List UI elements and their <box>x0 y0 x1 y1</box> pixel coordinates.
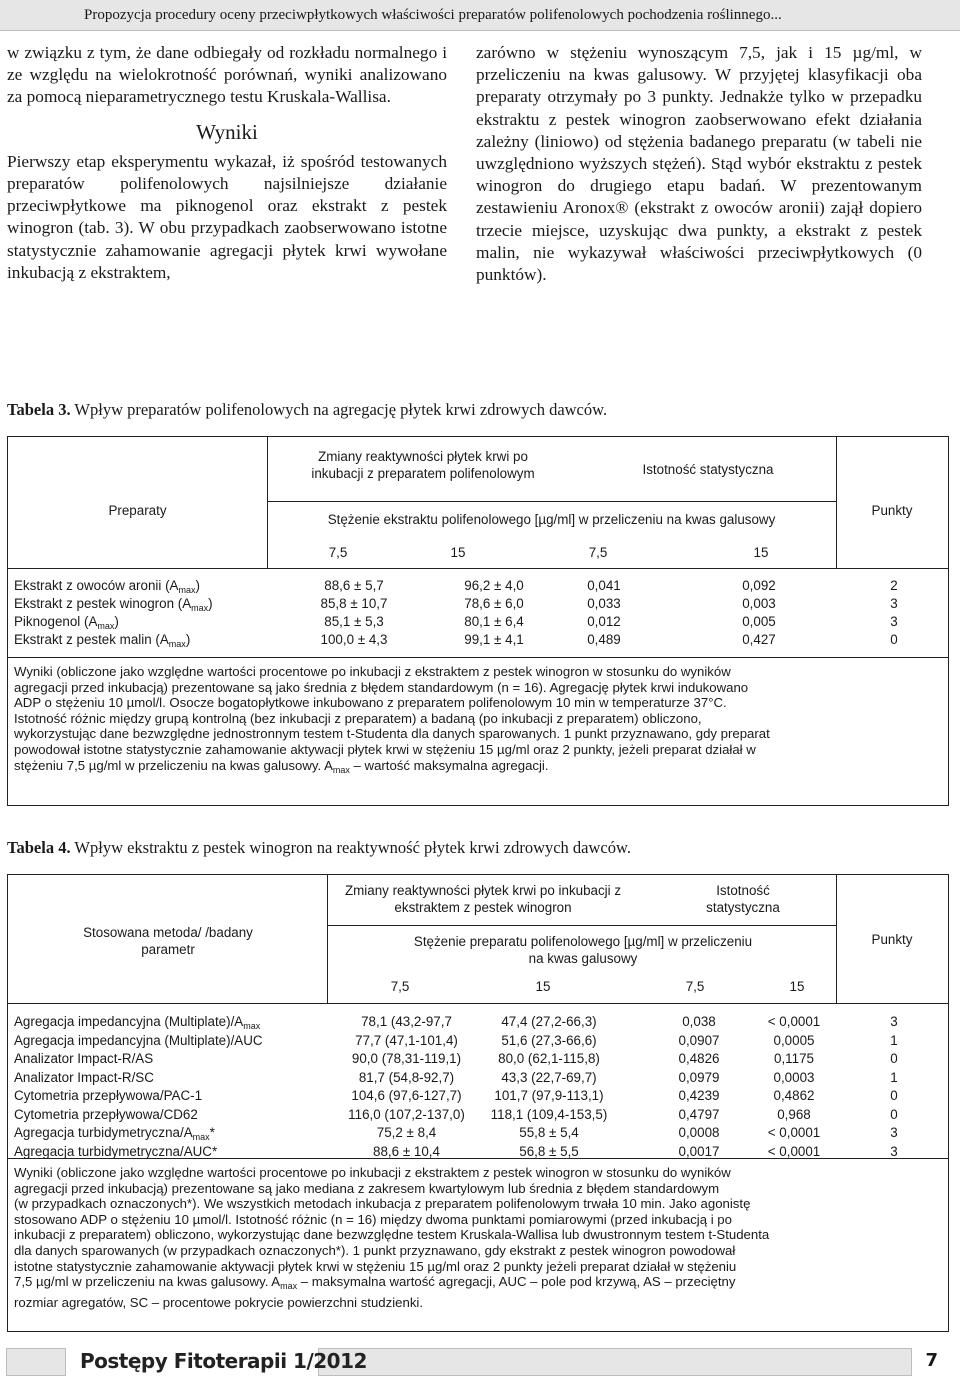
table4-conc-2: 15 <box>535 979 551 994</box>
table4-conc-3: 7,5 <box>685 979 705 994</box>
table-row <box>14 1069 944 1087</box>
note-line: inkubacji z preparatem) obliczono, wykorzystując dane bezwzględne testem Kruskala-Wallisa lub dwustronnym testem t-Studenta <box>14 1227 770 1243</box>
table4-row-name: Analizator Impact-R/AS <box>14 1051 154 1066</box>
note-line: Istotność różnic między grupą kontrolną (bez inkubacji z preparatem) a badaną (po inkubacji z preparatem) obliczono, <box>14 710 702 726</box>
table3-cell: 0,012 <box>587 614 621 629</box>
table3-header-zmiany: Zmiany reaktywności płytek krwi po inkubacji z preparatem polifenolowym <box>311 449 535 481</box>
table4-row-name: Cytometria przepływowa/PAC-1 <box>14 1088 203 1103</box>
table3-cell: 80,1 ± 6,4 <box>464 614 524 629</box>
table4-cell: 0 <box>890 1088 898 1103</box>
table3-header-punkty: Punkty <box>871 503 913 518</box>
table4-cell: 51,6 (27,3-66,6) <box>501 1032 597 1048</box>
table4-cell: 90,0 (78,31-119,1) <box>351 1051 462 1066</box>
note-line: stosowano ADP o stężeniu 10 µmol/l. Istotność różnic (n = 16) między dwoma punktami pomiarowymi (przed inkubacją i po <box>14 1211 732 1227</box>
table3-cell: 3 <box>890 596 898 611</box>
table3-cell: 0,041 <box>587 578 621 593</box>
right-column <box>476 42 922 286</box>
table4-cell: 104,6 (97,6-127,7) <box>351 1088 462 1103</box>
table4-cell: 0,4862 <box>773 1088 815 1103</box>
table-row <box>14 1013 944 1031</box>
table-row <box>14 577 944 595</box>
table4-row-name: Agregacja turbidymetryczna/$A_{max}*$ <box>14 1125 215 1142</box>
table4-row-name: Analizator Impact-R/SC <box>14 1069 154 1085</box>
section-heading-results: Wyniki <box>196 119 258 144</box>
page-number: 7 <box>925 1350 938 1371</box>
table3-conc-1: 7,5 <box>328 545 348 560</box>
note-line: dla danych sparowanych (w przypadkach oznaczonych*). 1 punkt przyznawano, gdy ekstrakt z pestek winogron powodował <box>14 1242 736 1258</box>
table-row <box>14 1106 944 1124</box>
note-line: istotne statystycznie zahamowanie aktywacji płytek krwi w stężeniu 15 µg/ml oraz 2 punkty jeżeli preparat działał w stężeniu <box>14 1258 737 1274</box>
table-row <box>14 1143 944 1161</box>
table4-cell: 101,7 (97,9-113,1) <box>494 1088 604 1103</box>
methods-paragraph-end: w związku z tym, że dane odbiegały od rozkładu normalnego i ze względu na wielokrotność porównań, wyniki analizowano za pomocą nieparametrycznego testu Kruskala-Wallisa. <box>7 43 447 107</box>
table4-header-punkty: Punkty <box>871 932 913 947</box>
table4-conc-1: 7,5 <box>390 979 410 994</box>
table3-row-name: Ekstrakt z pestek malin $(A_{max})$ <box>14 632 191 649</box>
table4-cell: 55,8 ± 5,4 <box>519 1125 579 1140</box>
table3-cell: 96,2 ± 4,0 <box>464 578 524 593</box>
note-line: (w przypadkach oznaczonych*). We wszystkich metodach inkubacja z preparatem polifenolowym trwała 10 min. Jako agonistę <box>14 1196 751 1212</box>
running-header: Propozycja procedury oceny przeciwpłytkowych właściwości preparatów polifenolowych pochodzenia roślinnego... <box>0 0 960 31</box>
note-line: Wyniki (obliczone jako względne wartości procentowe po inkubacji z ekstraktem z pestek winogron w stosunku do wyników <box>14 664 731 679</box>
table3-header-preparaty: Preparaty <box>108 503 167 518</box>
table4-row-name: Agregacja impedancyjna $(Multiplate)/A_{max}$ <box>14 1014 261 1031</box>
table4-cell: 47,4 (27,2-66,3) <box>501 1014 597 1029</box>
table3-conc-3: 7,5 <box>588 545 608 560</box>
table4-cell: 0,4239 <box>678 1088 720 1103</box>
table4-cell: 0,4797 <box>678 1106 720 1122</box>
table4-header-stezenie: Stężenie preparatu polifenolowego [µg/ml] w przeliczeniu na kwas galusowy <box>413 934 753 966</box>
table4-cell: 0,0017 <box>678 1143 720 1159</box>
table3-cell: 0,005 <box>742 614 776 629</box>
note-line: Wyniki (obliczone jako względne wartości procentowe po inkubacji z ekstraktem z pestek winogron w stosunku do wyników <box>14 1165 731 1180</box>
table3-cell: 0,092 <box>742 578 776 593</box>
table3-cell: 0 <box>890 632 898 647</box>
note-line: powodował istotne statystycznie zahamowanie aktywacji płytek krwi w stężeniu 15 µg/ml oraz 2 punkty, jeżeli preparat działał w <box>14 741 756 757</box>
table4-cell: 56,8 ± 5,5 <box>519 1143 579 1159</box>
table4-label: Tabela 4. <box>7 838 71 857</box>
table3-cell: 85,8 ± 10,7 <box>320 596 388 611</box>
table3-row-name: Piknogenol $(A_{max})$ <box>14 614 119 631</box>
note-line: ADP o stężeniu 10 µmol/l. Osocze bogatopłytkowe inkubowano z preparatem polifenolowym 10 min w temperaturze 37°C. <box>14 695 727 711</box>
table4-cell: 43,3 (22,7-69,7) <box>501 1069 597 1085</box>
table3-cell: 3 <box>890 614 898 629</box>
table4-header-istotnosc: Istotność statystyczna <box>706 883 780 915</box>
table4-cell: 0,1175 <box>774 1051 814 1066</box>
table4-cell: 77,7 (47,1-101,4) <box>355 1032 458 1048</box>
table4-cell: 0 <box>890 1106 898 1122</box>
table3-conc-4: 15 <box>753 545 769 560</box>
table4-cell: 75,2 ± 8,4 <box>376 1125 437 1140</box>
table4-title: Wpływ ekstraktu z pestek winogron na reaktywność płytek krwi zdrowych dawców. <box>74 838 631 857</box>
table4-row-name: Agregacja impedancyjna (Multiplate)/AUC <box>14 1032 263 1048</box>
table4-cell: < 0,0001 <box>767 1143 821 1159</box>
table4-header-metoda: Stosowana metoda/ /badany parametr <box>83 925 253 957</box>
note-line: agregacji przed inkubacją) prezentowane są jako średnia z błędem standardowym (n = 16). Agregację płytek krwi indukowano <box>14 679 749 695</box>
table3-note <box>14 664 939 778</box>
note-line: 7,5 µg/ml w przeliczeniu na kwas galusowy. $A_{max}$ – maksymalna wartość agregacji, AUC – pole pod krzywą, AS – przeciętny <box>14 1274 736 1292</box>
table4-cell: < 0,0001 <box>767 1014 821 1029</box>
table3-row-name: Ekstrakt z owoców aronii $(A_{max})$ <box>14 578 200 595</box>
table3-cell: 100,0 ± 4,3 <box>320 632 388 647</box>
note-line: wykorzystując dane bezwzględne jednostronnym testem t-Studenta dla danych sparowanych. 1 punkt przyznawano, gdy preparat <box>14 726 770 742</box>
table4-row-name: Cytometria przepływowa/CD62 <box>14 1106 198 1122</box>
results-paragraph-continued: zarówno w stężeniu wynoszącym 7,5, jak i 15 µg/ml, w przeliczeniu na kwas galusowy. W przyjętej klasyfikacji oba preparaty otrzymały po 3 punkty. Jednakże tylko w przepadku ekstraktu z pestek winogron zaobserwowano efekt działania zależny (liniowo) od stężenia badanego preparatu (w tabeli nie uwzględniono wyższych stężeń). Stąd wybór ekstraktu z pestek winogron do drugiego etapu badań. W prezentowanym zestawieniu Aronox® (ekstrakt z owoców aronii) zajął dopiero trzecie miejsce, uzyskując dwa punkty, a ekstrakt z pestek malin, nie wykazywał właściwości przeciwpłytkowych (0 punktów). <box>476 43 922 285</box>
results-paragraph: Pierwszy etap eksperymentu wykazał, iż spośród testowanych preparatów polifenolowych najsilniejsze działanie przeciwpłytkowe ma piknogenol oraz ekstrakt z pestek winogron (tab. 3). W obu przypadkach zaobserwowano istotne statystycznie zahamowanie agregacji płytek krwi wywołane inkubacją z ekstraktem, <box>7 151 447 282</box>
page-footer <box>0 1344 960 1377</box>
table3-cell: 0,033 <box>587 596 621 611</box>
table3-header-istotnosc: Istotność statystyczna <box>642 462 774 477</box>
table4-caption <box>7 838 947 858</box>
table3-title: Wpływ preparatów polifenolowych na agregację płytek krwi zdrowych dawców. <box>74 400 608 419</box>
table4-cell: 3 <box>890 1125 898 1140</box>
table3-label: Tabela 3. <box>7 400 71 419</box>
table4-cell: 1 <box>890 1069 898 1085</box>
table-row <box>14 1032 944 1050</box>
journal-name: Postępy Fitoterapii 1/2012 <box>80 1349 367 1373</box>
table4-cell: 80,0 (62,1-115,8) <box>498 1051 600 1066</box>
table-row <box>14 595 944 613</box>
table3-cell: 0,003 <box>742 596 776 611</box>
table4-cell: 88,6 ± 10,4 <box>373 1143 440 1159</box>
table-row <box>14 1087 944 1105</box>
table4-cell: 1 <box>890 1032 898 1048</box>
table3-header-stezenie: Stężenie ekstraktu polifenolowego [µg/ml] w przeliczeniu na kwas galusowy <box>327 512 776 527</box>
note-line: stężeniu 7,5 µg/ml w przeliczeniu na kwas galusowy. $A_{max}$ – wartość maksymalna agregacji. <box>14 757 549 775</box>
footer-bar-right <box>318 1348 912 1376</box>
table3-cell: 85,1 ± 5,3 <box>324 614 384 629</box>
table3-cell: 0,489 <box>587 632 621 647</box>
table3-conc-2: 15 <box>450 545 466 560</box>
table-row <box>14 1050 944 1068</box>
table4-cell: 0 <box>890 1051 898 1066</box>
table4 <box>7 874 949 1332</box>
table3-cell: 78,6 ± 6,0 <box>464 596 524 611</box>
table3-cell: 2 <box>890 578 898 593</box>
table4-cell: 0,0005 <box>773 1032 815 1048</box>
table-row <box>14 1124 944 1142</box>
table4-header-zmiany: Zmiany reaktywności płytek krwi po inkubacji z ekstraktem z pestek winogron <box>344 883 622 915</box>
table4-cell: 0,4826 <box>678 1051 720 1066</box>
note-line: agregacji przed inkubacją) prezentowane są jako mediana z zakresem kwartylowym lub średnia z błędem standardowym <box>14 1180 720 1196</box>
table-row <box>14 613 944 631</box>
note-line: rozmiar agregatów, SC – procentowe pokrycie powierzchni studzienki. <box>14 1294 424 1310</box>
footer-bar-left <box>6 1348 66 1376</box>
table4-cell: 116,0 (107,2-137,0) <box>348 1106 465 1122</box>
table4-cell: 0,038 <box>682 1014 716 1029</box>
left-column <box>7 42 447 284</box>
table4-cell: 0,0008 <box>678 1125 720 1140</box>
table4-cell: 3 <box>890 1014 898 1029</box>
table4-cell: 81,7 (54,8-92,7) <box>358 1069 455 1085</box>
table-row <box>14 631 944 649</box>
table4-cell: < 0,0001 <box>767 1125 821 1140</box>
table4-cell: 0,0907 <box>678 1032 720 1048</box>
table4-note <box>14 1165 939 1310</box>
table4-cell: 0,0003 <box>773 1069 815 1085</box>
table3-cell: 99,1 ± 4,1 <box>464 632 524 647</box>
table3-caption <box>7 400 947 420</box>
table3 <box>7 436 949 806</box>
table4-cell: 78,1 (43,2-97,7 <box>361 1014 452 1029</box>
table4-cell: 118,1 (109,4-153,5) <box>490 1106 608 1122</box>
table4-cell: 3 <box>890 1143 898 1159</box>
table3-cell: 0,427 <box>742 632 776 647</box>
table4-row-name: Agregacja turbidymetryczna/AUC* <box>14 1143 218 1159</box>
table3-cell: 88,6 ± 5,7 <box>324 578 384 593</box>
table3-row-name: Ekstrakt z pestek winogron $(A_{max})$ <box>14 596 213 613</box>
table4-cell: 0,968 <box>777 1106 811 1122</box>
table4-cell: 0,0979 <box>678 1069 720 1085</box>
table4-conc-4: 15 <box>789 979 805 994</box>
